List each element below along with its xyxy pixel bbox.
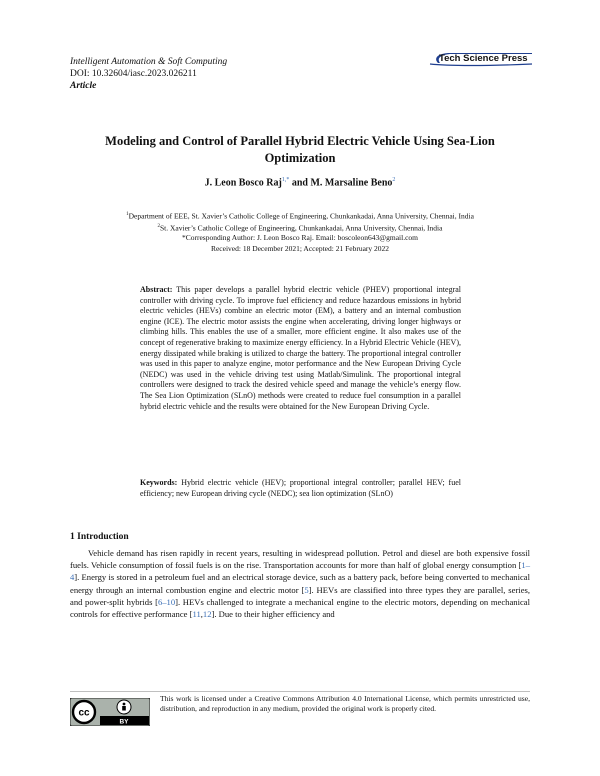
keywords-text: Hybrid electric vehicle (HEV); proportional integral controller; parallel HEV; fuel efficiency; new European driving cycle (NEDC); sea lion optimization (SLnO) — [140, 478, 461, 498]
received-dates: Received: 18 December 2021; Accepted: 21 February 2022 — [210, 243, 390, 253]
license-text: This work is licensed under a Creative Commons Attribution 4.0 International License, which permits unrestricted use, distribution, and reproduction in any medium, provided the original work is properly cited. — [160, 694, 530, 713]
citation-link[interactable]: 12 — [202, 609, 212, 620]
citation-link[interactable]: 1–4 — [70, 560, 530, 583]
by-badge-text: BY — [119, 718, 129, 726]
intro-text-4: ]. HEVs challenged to integrate a mechanical engine to the electric motors, depending on mechanical controls for effective performance [ — [70, 596, 530, 620]
affiliation-2 — [70, 222, 530, 234]
section-heading-introduction: 1 Introduction — [70, 532, 129, 542]
affiliations — [70, 210, 530, 254]
intro-text-3: ]. HEVs are classified into three types they are parallel, series, and power-split hybrids [ — [70, 584, 531, 607]
cc-by-license-badge[interactable] — [70, 698, 150, 726]
author-conjunction: and — [291, 177, 308, 189]
author-1-affil[interactable]: 1,* — [281, 177, 290, 183]
author-1: J. Leon Bosco Raj — [204, 177, 282, 189]
keywords-label: Keywords: — [140, 478, 178, 487]
keywords — [140, 478, 461, 499]
journal-header — [70, 56, 227, 92]
abstract-text: This paper develops a parallel hybrid electric vehicle (PHEV) proportional integral controller with driving cycle. To improve fuel efficiency and reduce hazardous emissions in hybrid electric vehicles (HEVs) combine an electric motor (EM), a battery and an internal combustion engine (ICE). The electric motor assists the engine when accelerating, driving longer highways or climbing hills. This enables the use of a smaller, more efficient engine. It also makes use of the concept of regenerative braking to maximize energy efficiency. In a Hybrid Electric Vehicle (HEV), energy dissipated while braking is utilized to charge the battery. The proportional integral controller was used in this paper to analyze engine, motor performance and the New European Driving Cycle (NEDC) was used in the vehicle driving test using Matlab/Simulink. The proportional integral controllers were designed to track the desired vehicle speed and manage the vehicle’s energy flow. The Sea Lion Optimization (SLnO) methods were created to reduce fuel consumption in a parallel hybrid electric vehicle and the results were obtained for the New European Driving Cycle. — [140, 285, 462, 411]
cc-badge-text: cc — [78, 707, 90, 719]
intro-text-5: , — [200, 609, 203, 620]
footer-divider — [70, 691, 530, 692]
citation-link[interactable]: 5 — [304, 584, 309, 595]
author-2: M. Marsaline Beno — [310, 177, 393, 189]
affiliation-1-text: Department of EEE, St. Xavier’s Catholic College of Engineering, Chunkankadai, Anna University, Chennai, India — [128, 211, 474, 221]
author-line — [70, 177, 530, 188]
affiliation-1-marker: 1 — [126, 212, 129, 217]
corresponding-author: *Corresponding Author: J. Leon Bosco Raj. Email: boscoleon643@gmail.com — [181, 233, 419, 243]
author-2-affil[interactable]: 2 — [392, 177, 396, 183]
intro-text-1: Vehicle demand has risen rapidly in recent years, resulting in widespread pollution. Petrol and diesel are both expensive fossil fuels. Vehicle consumption of fossil fuels is on the rise. Transportation accounts for more than half of global energy consumption [ — [70, 548, 530, 571]
abstract — [140, 285, 461, 412]
citation-link[interactable]: 6–10 — [157, 596, 176, 607]
affiliation-2-text: St. Xavier’s Catholic College of Engineering, Chunkankadai, Anna University, Chennai, India — [160, 223, 443, 233]
intro-text-2: ]. Energy is stored in a petroleum fuel and an electrical storage device, such as a battery pack, before being converted to mechanical energy through an internal combustion engine and electric motor [ — [70, 572, 530, 595]
citation-link[interactable]: 11 — [192, 609, 201, 620]
intro-paragraph — [70, 547, 530, 620]
publisher-logo — [428, 51, 534, 67]
abstract-label: Abstract: — [140, 285, 173, 294]
publisher-name: Tech Science Press — [439, 53, 528, 64]
doi[interactable]: DOI: 10.32604/iasc.2023.026211 — [70, 69, 197, 79]
introduction-body — [70, 547, 530, 620]
affiliation-1 — [70, 210, 530, 222]
intro-text-6: ]. Due to their higher efficiency and — [211, 609, 335, 620]
journal-name: Intelligent Automation & Soft Computing — [70, 57, 228, 67]
affiliation-2-marker: 2 — [157, 223, 161, 229]
paper-title: Modeling and Control of Parallel Hybrid Electric Vehicle Using Sea-Lion Optimization — [105, 134, 495, 165]
article-type: Article — [70, 81, 97, 91]
